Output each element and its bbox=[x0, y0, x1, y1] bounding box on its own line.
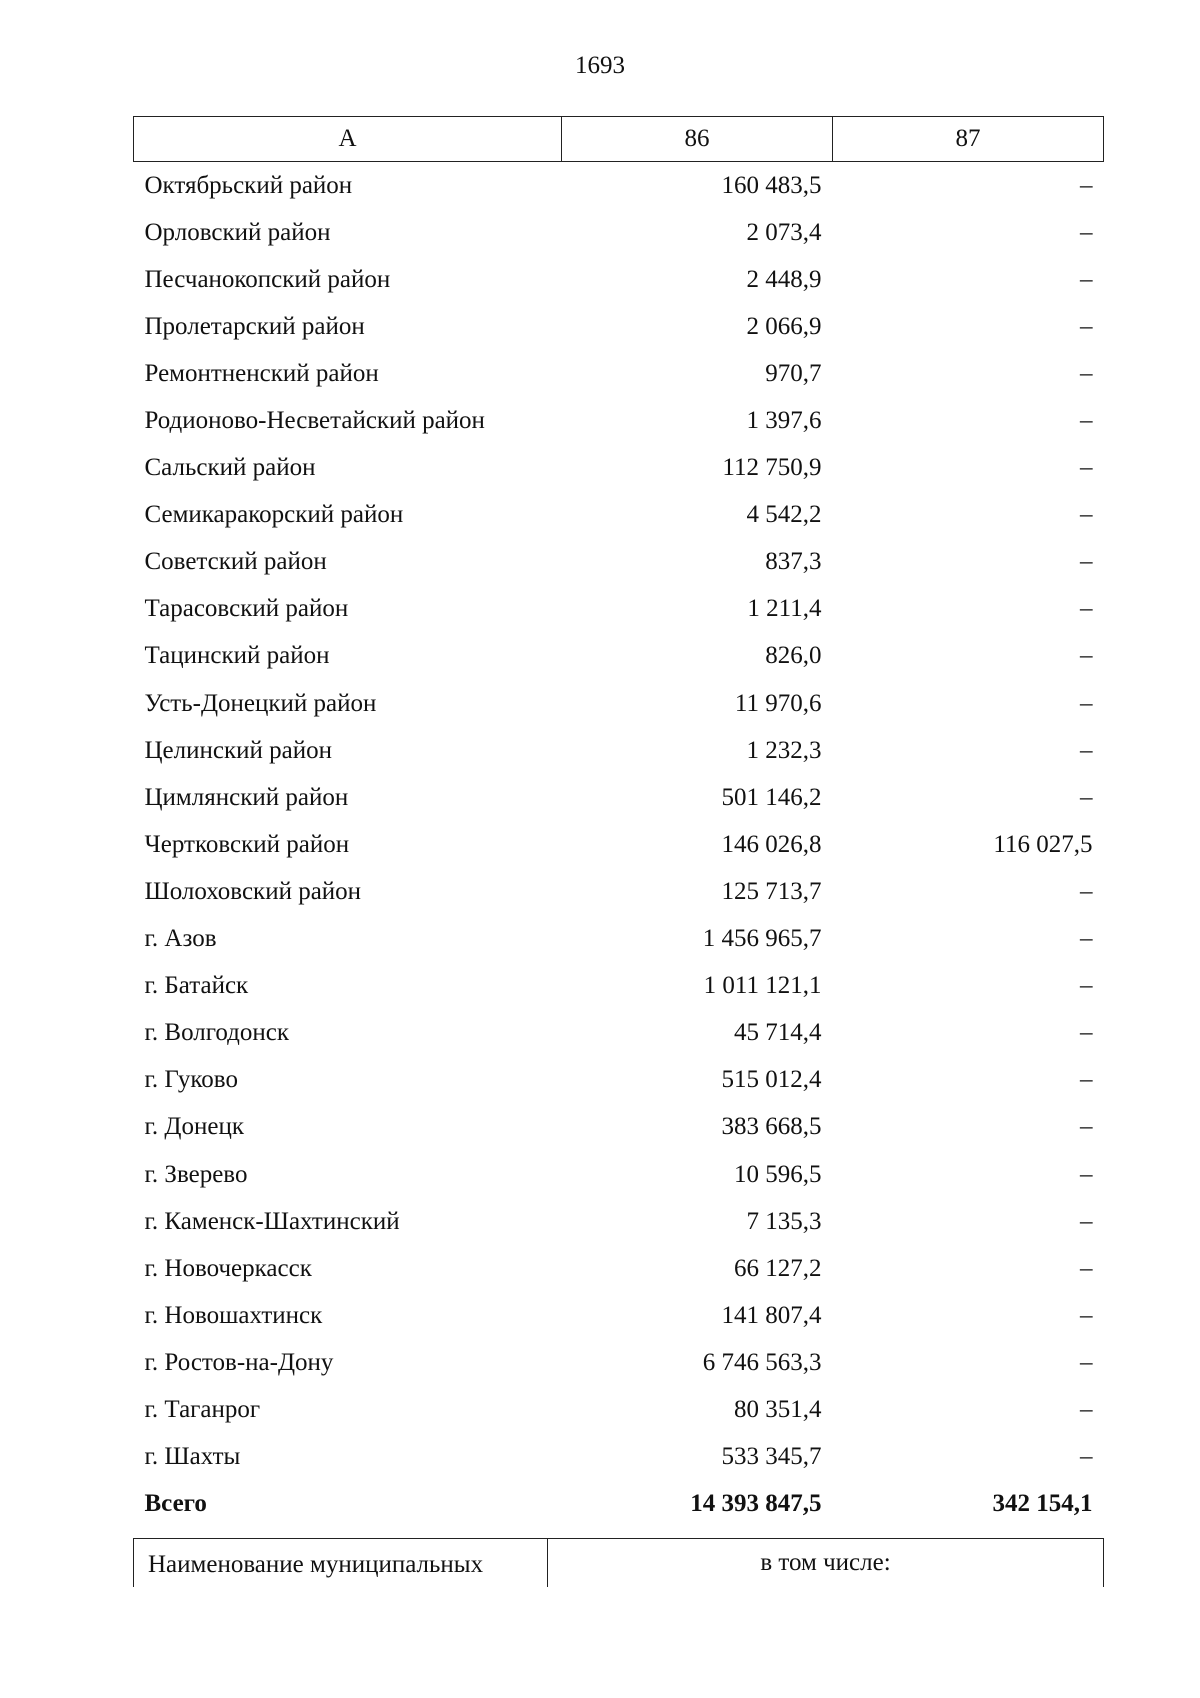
value-col-86: 970,7 bbox=[765, 359, 822, 387]
value-col-87: – bbox=[1080, 877, 1093, 905]
value-col-86: 141 807,4 bbox=[721, 1301, 822, 1329]
value-col-86: 1 232,3 bbox=[746, 736, 822, 764]
municipality-name: Пролетарский район bbox=[144, 312, 365, 340]
including-column-heading: в том числе: bbox=[548, 1539, 1104, 1588]
value-col-87: – bbox=[1080, 1160, 1093, 1188]
value-col-87: – bbox=[1080, 595, 1093, 623]
value-col-87: – bbox=[1080, 1254, 1093, 1282]
value-col-86: 1 397,6 bbox=[746, 407, 822, 435]
value-col-86: 112 750,9 bbox=[722, 454, 822, 482]
total-col-87: 342 154,1 bbox=[992, 1490, 1093, 1518]
value-col-87: – bbox=[1080, 736, 1093, 764]
header-col-87: 87 bbox=[833, 117, 1104, 162]
municipality-column-heading: Наименование муниципальных bbox=[134, 1539, 548, 1588]
municipality-name: Чертковский район bbox=[144, 830, 350, 858]
budget-table bbox=[133, 116, 1104, 1528]
table-row bbox=[134, 963, 1104, 1010]
value-col-86: 1 211,4 bbox=[747, 595, 822, 623]
value-col-86: 837,3 bbox=[765, 548, 822, 576]
value-col-87: – bbox=[1080, 265, 1093, 293]
municipality-name: Тарасовский район bbox=[144, 595, 349, 623]
table-row bbox=[134, 633, 1104, 680]
table-row bbox=[134, 256, 1104, 303]
table-row bbox=[134, 397, 1104, 444]
value-col-87: – bbox=[1080, 1066, 1093, 1094]
municipality-name: г. Таганрог bbox=[144, 1395, 261, 1423]
page-number: 1693 bbox=[575, 52, 625, 79]
table-row bbox=[134, 727, 1104, 774]
value-col-87: – bbox=[1080, 548, 1093, 576]
value-col-86: 66 127,2 bbox=[734, 1254, 822, 1282]
value-col-86: 80 351,4 bbox=[734, 1395, 822, 1423]
municipality-name: Ремонтненский район bbox=[144, 359, 379, 387]
municipality-name: Советский район bbox=[144, 548, 327, 576]
value-col-87: – bbox=[1080, 783, 1093, 811]
value-col-87: – bbox=[1080, 1301, 1093, 1329]
value-col-87: 116 027,5 bbox=[993, 830, 1093, 858]
value-col-87: – bbox=[1080, 501, 1093, 529]
value-col-86: 11 970,6 bbox=[734, 689, 822, 717]
value-col-86: 2 073,4 bbox=[746, 218, 822, 246]
value-col-87: – bbox=[1080, 1207, 1093, 1235]
table-row bbox=[134, 1292, 1104, 1339]
municipality-name: г. Батайск bbox=[144, 972, 249, 1000]
municipality-name: Песчанокопский район bbox=[144, 265, 391, 293]
municipality-name: Октябрьский район bbox=[144, 171, 353, 199]
table-row bbox=[134, 1198, 1104, 1245]
municipality-name: Тацинский район bbox=[144, 642, 330, 670]
value-col-86: 2 448,9 bbox=[746, 265, 822, 293]
table-row bbox=[134, 1434, 1104, 1481]
value-col-87: – bbox=[1080, 642, 1093, 670]
table-row bbox=[134, 1386, 1104, 1433]
municipality-name: г. Зверево bbox=[144, 1160, 248, 1188]
municipality-name: г. Каменск-Шахтинский bbox=[144, 1207, 400, 1235]
table-row bbox=[134, 1010, 1104, 1057]
table-row bbox=[134, 821, 1104, 868]
value-col-86: 1 456 965,7 bbox=[702, 925, 822, 953]
value-col-86: 501 146,2 bbox=[721, 783, 822, 811]
table-row bbox=[134, 539, 1104, 586]
municipality-name: Усть-Донецкий район bbox=[144, 689, 377, 717]
value-col-87: – bbox=[1080, 1348, 1093, 1376]
municipality-name: Цимлянский район bbox=[144, 783, 349, 811]
header-col-a: А bbox=[134, 117, 562, 162]
municipality-name: г. Ростов-на-Дону bbox=[144, 1348, 334, 1376]
table-header-row bbox=[134, 117, 1104, 162]
value-col-86: 45 714,4 bbox=[734, 1019, 822, 1047]
table-row bbox=[134, 916, 1104, 963]
value-col-87: – bbox=[1080, 312, 1093, 340]
continuation-header-table bbox=[133, 1538, 1104, 1587]
value-col-86: 146 026,8 bbox=[721, 830, 822, 858]
value-col-86: 2 066,9 bbox=[746, 312, 822, 340]
total-row bbox=[134, 1481, 1104, 1528]
value-col-86: 826,0 bbox=[765, 642, 822, 670]
header-col-86: 86 bbox=[562, 117, 833, 162]
table-row bbox=[134, 492, 1104, 539]
municipality-name: Орловский район bbox=[144, 218, 331, 246]
value-col-86: 533 345,7 bbox=[721, 1443, 822, 1471]
value-col-86: 515 012,4 bbox=[721, 1066, 822, 1094]
table-row bbox=[134, 1245, 1104, 1292]
total-col-86: 14 393 847,5 bbox=[690, 1490, 822, 1518]
municipality-name: г. Волгодонск bbox=[144, 1019, 290, 1047]
value-col-87: – bbox=[1080, 1019, 1093, 1047]
value-col-87: – bbox=[1080, 359, 1093, 387]
value-col-87: – bbox=[1080, 218, 1093, 246]
table-row bbox=[134, 1057, 1104, 1104]
value-col-86: 383 668,5 bbox=[721, 1113, 822, 1141]
table-row bbox=[134, 1151, 1104, 1198]
municipality-name: Шолоховский район bbox=[144, 877, 362, 905]
value-col-87: – bbox=[1080, 454, 1093, 482]
value-col-86: 125 713,7 bbox=[721, 877, 822, 905]
table-row bbox=[134, 586, 1104, 633]
municipality-name: г. Новошахтинск bbox=[144, 1301, 323, 1329]
municipality-name: Семикаракорский район bbox=[144, 501, 404, 529]
value-col-86: 7 135,3 bbox=[746, 1207, 822, 1235]
total-label: Всего bbox=[144, 1490, 207, 1518]
table-row bbox=[134, 445, 1104, 492]
municipality-name: г. Донецк bbox=[144, 1113, 244, 1141]
value-col-87: – bbox=[1080, 689, 1093, 717]
municipality-name: г. Новочеркасск bbox=[144, 1254, 312, 1282]
municipality-name: г. Гуково bbox=[144, 1066, 238, 1094]
value-col-87: – bbox=[1080, 925, 1093, 953]
value-col-87: – bbox=[1080, 1113, 1093, 1141]
value-col-86: 1 011 121,1 bbox=[703, 972, 822, 1000]
table-row bbox=[134, 162, 1104, 210]
value-col-86: 6 746 563,3 bbox=[702, 1348, 822, 1376]
table-body bbox=[134, 162, 1104, 1528]
municipality-name: г. Шахты bbox=[144, 1443, 241, 1471]
table-row bbox=[134, 1339, 1104, 1386]
continuation-header-row bbox=[134, 1539, 1104, 1588]
value-col-87: – bbox=[1080, 171, 1093, 199]
municipality-name: Родионово-Несветайский район bbox=[144, 407, 485, 435]
value-col-86: 4 542,2 bbox=[746, 501, 822, 529]
value-col-86: 10 596,5 bbox=[734, 1160, 822, 1188]
value-col-86: 160 483,5 bbox=[721, 171, 822, 199]
value-col-87: – bbox=[1080, 972, 1093, 1000]
value-col-87: – bbox=[1080, 1395, 1093, 1423]
value-col-87: – bbox=[1080, 407, 1093, 435]
municipality-name: Целинский район bbox=[144, 736, 332, 764]
table-row bbox=[134, 680, 1104, 727]
value-col-87: – bbox=[1080, 1443, 1093, 1471]
municipality-name: г. Азов bbox=[144, 925, 217, 953]
table-row bbox=[134, 774, 1104, 821]
table-row bbox=[134, 1104, 1104, 1151]
table-row bbox=[134, 209, 1104, 256]
municipality-name: Сальский район bbox=[144, 454, 316, 482]
table-row bbox=[134, 303, 1104, 350]
table-row bbox=[134, 868, 1104, 915]
table-row bbox=[134, 350, 1104, 397]
